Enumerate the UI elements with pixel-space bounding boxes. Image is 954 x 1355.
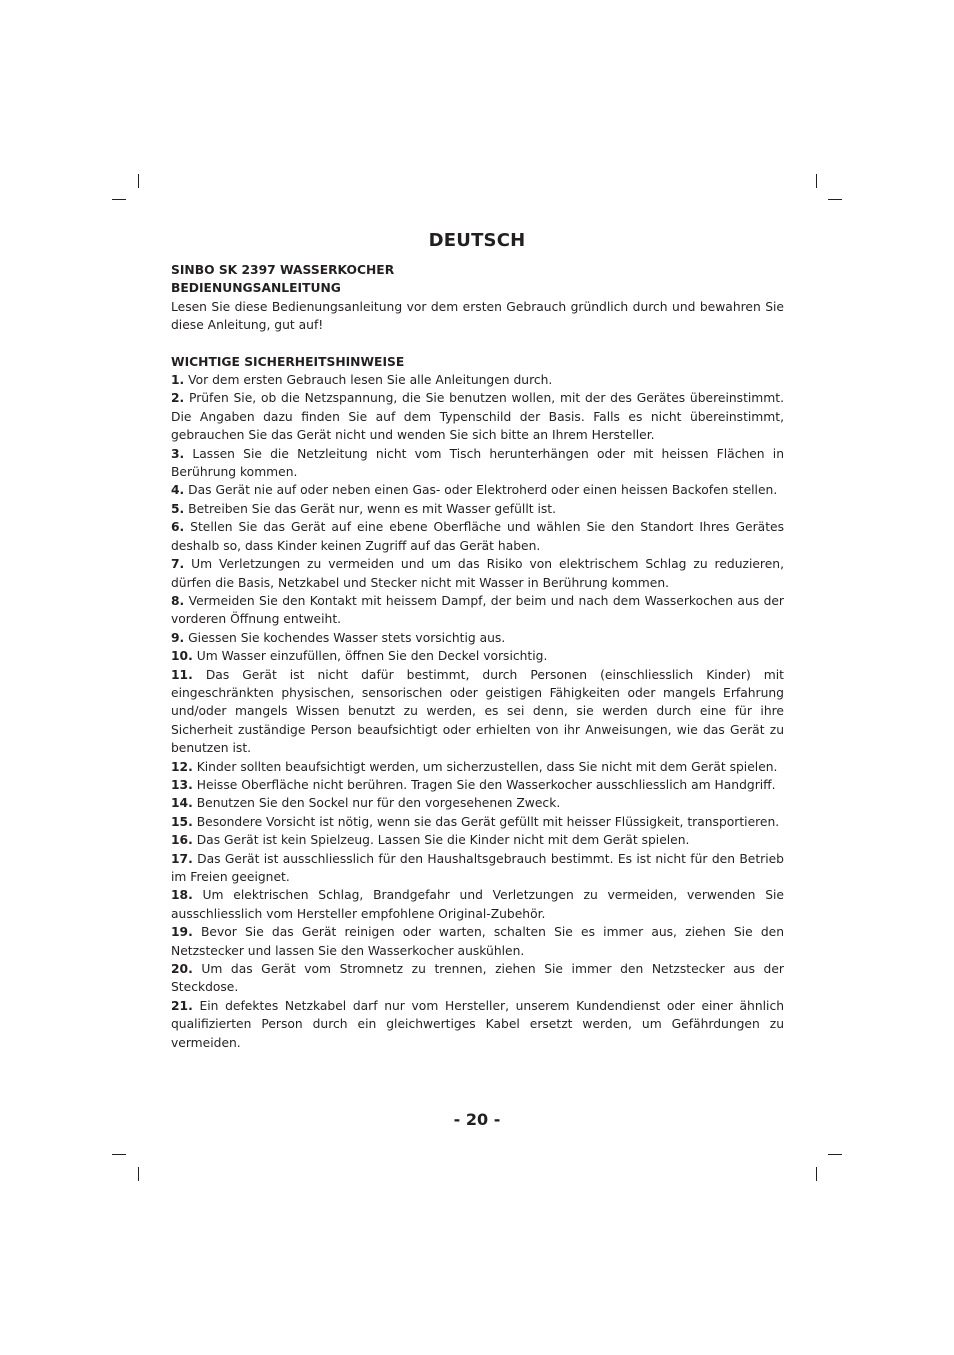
item-text: Das Gerät nie auf oder neben einen Gas- oder Elektroherd oder einen heissen Backofen stellen. xyxy=(184,483,778,498)
item-text: Prüfen Sie, ob die Netzspannung, die Sie benutzen wollen, mit der des Gerätes übereinstimmt. Die Angaben dazu finden Sie auf dem Typenschild der Basis. Falls es nicht übereinstimmt, gebrauchen Sie das Gerät nicht und wenden Sie sich bitte an Ihrem Hersteller. xyxy=(171,391,784,443)
item-text: Vor dem ersten Gebrauch lesen Sie alle Anleitungen durch. xyxy=(184,373,553,388)
safety-instruction-item xyxy=(171,518,784,555)
item-number: 5. xyxy=(171,501,185,516)
safety-instruction-item xyxy=(171,813,784,831)
item-number: 21. xyxy=(171,998,193,1013)
item-number: 18. xyxy=(171,888,193,903)
crop-mark-bottom-left-vertical xyxy=(138,1167,139,1181)
item-number: 19. xyxy=(171,925,193,940)
item-number: 20. xyxy=(171,962,193,977)
safety-instruction-item xyxy=(171,666,784,758)
item-text: Das Gerät ist ausschliesslich für den Haushaltsgebrauch bestimmt. Es ist nicht für den Betrieb im Freien geeignet. xyxy=(171,851,784,884)
item-number: 12. xyxy=(171,759,193,774)
item-number: 9. xyxy=(171,630,185,645)
item-text: Ein defektes Netzkabel darf nur vom Hersteller, unserem Kundendienst oder einer ähnlich qualifizierten Person durch ein gleichwertiges Kabel ersetzt werden, um Gefährdungen zu vermeiden. xyxy=(171,998,784,1050)
item-number: 8. xyxy=(171,593,185,608)
safety-instruction-item xyxy=(171,960,784,997)
safety-instruction-item xyxy=(171,758,784,776)
item-text: Giessen Sie kochendes Wasser stets vorsichtig aus. xyxy=(184,630,506,645)
item-text: Lassen Sie die Netzleitung nicht vom Tisch herunterhängen oder mit heissen Flächen in Berührung kommen. xyxy=(171,446,784,480)
item-text: Bevor Sie das Gerät reinigen oder warten, schalten Sie es immer aus, ziehen Sie den Netzstecker und lassen Sie den Wasserkocher auskühlen. xyxy=(171,925,784,958)
safety-instruction-item xyxy=(171,629,784,647)
crop-mark-top-left-horizontal xyxy=(112,199,126,200)
safety-instruction-item xyxy=(171,371,784,389)
item-number: 11. xyxy=(171,667,193,682)
item-text: Betreiben Sie das Gerät nur, wenn es mit Wasser gefüllt ist. xyxy=(184,501,557,516)
crop-mark-top-left-vertical xyxy=(138,174,139,188)
item-text: Das Gerät ist kein Spielzeug. Lassen Sie die Kinder nicht mit dem Gerät spielen. xyxy=(192,833,690,848)
item-number: 3. xyxy=(171,446,185,461)
item-text: Stellen Sie das Gerät auf eine ebene Oberfläche und wählen Sie den Standort Ihres Gerätes deshalb so, dass Kinder keinen Zugriff auf das Gerät haben. xyxy=(171,520,784,553)
safety-instruction-item xyxy=(171,500,784,518)
safety-instruction-item xyxy=(171,831,784,849)
safety-instruction-item xyxy=(171,389,784,444)
item-text: Um Wasser einzufüllen, öffnen Sie den Deckel vorsichtig. xyxy=(192,649,548,664)
safety-instruction-item xyxy=(171,850,784,887)
item-text: Um das Gerät vom Stromnetz zu trennen, ziehen Sie immer den Netzstecker aus der Steckdose. xyxy=(171,962,784,995)
safety-instruction-item xyxy=(171,776,784,794)
item-number: 14. xyxy=(171,796,193,811)
language-title: DEUTSCH xyxy=(428,230,526,251)
product-title: SINBO SK 2397 WASSERKOCHER xyxy=(171,263,395,277)
safety-instruction-item xyxy=(171,481,784,499)
item-number: 17. xyxy=(171,851,193,866)
item-text: Benutzen Sie den Sockel nur für den vorgesehenen Zweck. xyxy=(192,796,561,811)
safety-instruction-item xyxy=(171,592,784,629)
item-text: Das Gerät ist nicht dafür bestimmt, durch Personen (einschliesslich Kinder) mit eingeschränkten physischen, sensorischen oder geistigen Fähigkeiten oder mangels Erfahrung und/oder mangels Wissen benutzt zu werden, es sei denn, sie werden durch eine für ihre Sicherheit zuständige Person beaufsichtigt oder erhielten von ihr Anweisungen, wie das Gerät zu benutzen ist. xyxy=(171,667,784,756)
item-number: 16. xyxy=(171,833,193,848)
safety-instructions-list xyxy=(171,371,784,1052)
safety-instruction-item xyxy=(171,997,784,1052)
item-text: Um elektrischen Schlag, Brandgefahr und Verletzungen zu vermeiden, verwenden Sie ausschliesslich vom Hersteller empfohlene Original-Zubehör. xyxy=(171,888,784,921)
crop-mark-bottom-left-horizontal xyxy=(112,1154,126,1155)
manual-content xyxy=(171,261,784,1052)
item-text: Vermeiden Sie den Kontakt mit heissem Dampf, der beim und nach dem Wasserkochen aus der vorderen Öffnung entweiht. xyxy=(171,593,784,627)
item-number: 2. xyxy=(171,391,185,406)
item-number: 7. xyxy=(171,557,185,572)
item-number: 15. xyxy=(171,814,193,829)
item-text: Besondere Vorsicht ist nötig, wenn sie das Gerät gefüllt mit heisser Flüssigkeit, transportieren. xyxy=(192,814,780,829)
crop-mark-bottom-right-vertical xyxy=(816,1167,817,1181)
item-text: Kinder sollten beaufsichtigt werden, um sicherzustellen, dass Sie nicht mit dem Gerät spielen. xyxy=(192,759,778,774)
safety-instruction-item xyxy=(171,445,784,482)
item-number: 6. xyxy=(171,520,185,535)
item-number: 4. xyxy=(171,483,185,498)
crop-mark-top-right-vertical xyxy=(816,174,817,188)
safety-instruction-item xyxy=(171,923,784,960)
safety-instruction-item xyxy=(171,647,784,665)
safety-heading: WICHTIGE SICHERHEITSHINWEISE xyxy=(171,354,405,369)
item-text: Heisse Oberfläche nicht berühren. Tragen Sie den Wasserkocher ausschliesslich am Handgriff. xyxy=(192,777,776,792)
safety-instruction-item xyxy=(171,886,784,923)
item-number: 1. xyxy=(171,373,185,388)
item-number: 13. xyxy=(171,777,193,792)
safety-instruction-item xyxy=(171,555,784,592)
manual-title: BEDIENUNGSANLEITUNG xyxy=(171,281,341,296)
item-text: Um Verletzungen zu vermeiden und um das Risiko von elektrischem Schlag zu reduzieren, dürfen die Basis, Netzkabel und Stecker nicht mit Wasser in Berührung kommen. xyxy=(171,557,784,590)
section-spacer xyxy=(171,335,784,353)
crop-mark-top-right-horizontal xyxy=(828,199,842,200)
safety-instruction-item xyxy=(171,794,784,812)
page-number: - 20 - xyxy=(453,1110,501,1129)
intro-paragraph: Lesen Sie diese Bedienungsanleitung vor dem ersten Gebrauch gründlich durch und bewahren Sie diese Anleitung, gut auf! xyxy=(171,299,784,333)
crop-mark-bottom-right-horizontal xyxy=(828,1154,842,1155)
item-number: 10. xyxy=(171,649,193,664)
